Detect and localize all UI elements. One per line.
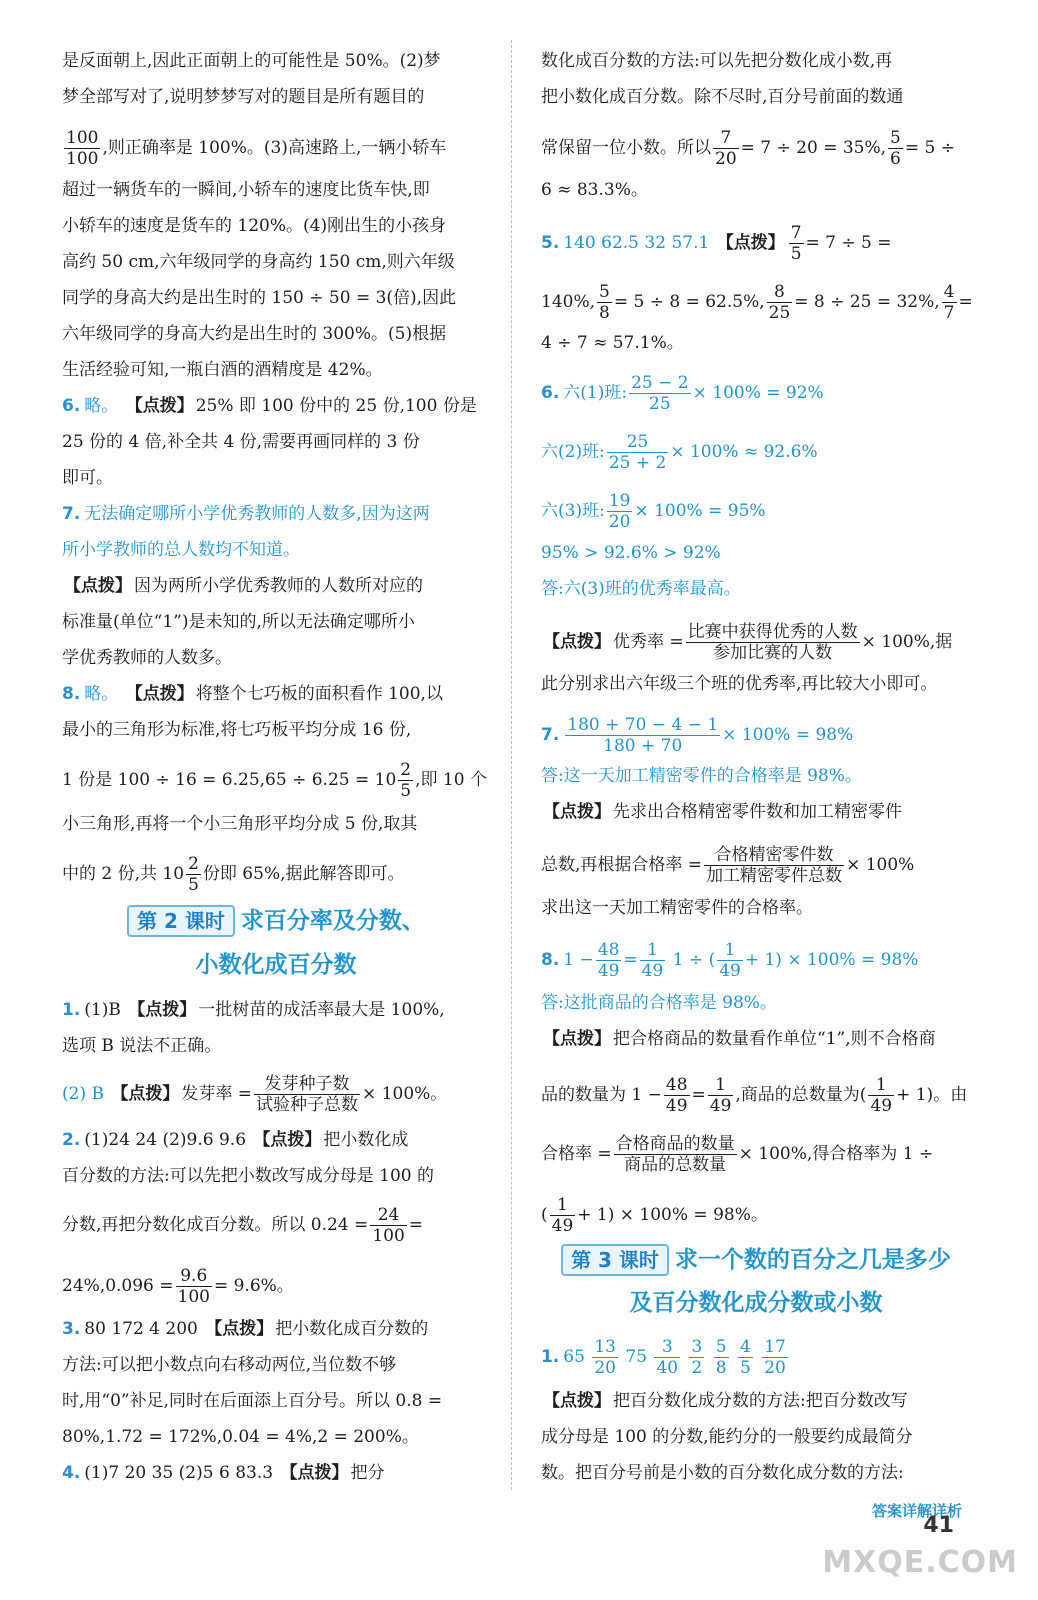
answer-7: 7. 无法确定哪所小学优秀教师的人数多,因为这两	[62, 504, 430, 524]
text-line: 六年级同学的身高大约是出生时的 300%。(5)根据	[62, 324, 447, 344]
answer-s6-class2: 六(2)班: $\frac{25}{25 + 2}$ × 100% ≈ 92.6%	[541, 432, 818, 473]
answer-s7: 7. $\frac{180 + 70 - 4 - 1}{180 + 70}$ × 100% = 98%	[541, 715, 854, 756]
answer-s8: 8. 1 − $\frac{48}{49}$ = $\frac{1}{49}$ 1 ÷ ( $\frac{1}{49}$ + 1) × 100% = 98%	[541, 940, 919, 981]
fraction: $\frac{3}{40}$	[656, 1337, 679, 1378]
text-line: 数化成百分数的方法:可以先把分数化成小数,再	[541, 51, 893, 71]
answer-p3: 3. 80 172 4 200 【点拨】 把小数化成百分数的	[62, 1319, 429, 1339]
answer-section-label: 答案详解详析	[871, 1502, 962, 1520]
question-number: 1.	[62, 1000, 81, 1020]
text-line: 成分母是 100 的分数,能约分的一般要约成最简分	[541, 1427, 913, 1447]
text-line: 4 ÷ 7 ≈ 57.1%。	[541, 333, 684, 353]
fraction: $\frac{9.6}{100}$	[177, 1266, 210, 1307]
fraction: $\frac{13}{20}$	[594, 1337, 616, 1378]
hint-tag: 【点拨】	[64, 576, 132, 596]
fraction: $\frac{\text{比赛中获得优秀的人数}}{\text{参加比赛的人数}}$	[687, 622, 858, 663]
text-line: 数。把百分号前是小数的百分数化成分数的方法:	[541, 1463, 904, 1483]
column-divider	[511, 40, 512, 1490]
answer-s6-class3: 六(3)班: $\frac{19}{20}$ × 100% = 95%	[541, 491, 766, 532]
text-line: 生活经验可知,一瓶白酒的酒精度是 42%。	[62, 360, 383, 380]
fraction: $\frac{5}{6}$	[890, 128, 901, 169]
hint-tag: 【点拨】	[716, 233, 785, 253]
watermark: MXQE.COM	[822, 1545, 1018, 1580]
fraction: $\frac{19}{20}$	[608, 491, 631, 532]
fraction: $\frac{4}{5}$	[739, 1337, 751, 1378]
fraction: $\frac{\text{合格商品的数量}}{\text{商品的总数量}}$	[615, 1134, 735, 1175]
text-line: 分数,再把分数化成百分数。所以 0.24 = $\frac{24}{100}$ =	[62, 1205, 424, 1246]
hint-tag: 【点拨】	[543, 1391, 611, 1411]
question-number: 5.	[541, 233, 560, 253]
lesson-3-heading: 第 3 课时 求一个数的百分之几是多少	[541, 1244, 971, 1276]
text-line: (2) B 【点拨】 发芽率 = $\frac{\text{发芽种子数}}{\text{试验种子总数}}$ × 100%。	[62, 1074, 448, 1115]
text-line: 最小的三角形为标准,将七巧板平均分成 16 份,	[62, 720, 412, 740]
answer-8: 8. 略。 【点拨】 将整个七巧板的面积看作 100,以	[62, 684, 443, 704]
text-line: 140%, $\frac{5}{8}$ = 5 ÷ 8 = 62.5%, $\frac{8}{25}$ = 8 ÷ 25 = 32%, $\frac{4}{7}$ =	[541, 282, 973, 323]
answer-p2: 2. (1)24 24 (2)9.6 9.6 【点拨】 把小数化成	[62, 1130, 409, 1150]
fraction: $\frac{48}{49}$	[597, 940, 620, 981]
fraction: $\frac{5}{8}$	[599, 282, 610, 323]
hint-tag: 【点拨】	[543, 632, 611, 652]
text-line: 总数,再根据合格率 = $\frac{\text{合格精密零件数}}{\text{加工精密零件总数}}$ × 100%	[541, 845, 915, 886]
answer-p1: 1. (1)B 【点拨】 一批树苗的成活率最大是 100%,	[62, 1000, 445, 1020]
text-line: $\frac{100}{100}$ ,则正确率是 100%。(3)高速路上,一辆小轿车	[66, 128, 447, 169]
lesson-badge: 第 2 课时	[127, 905, 235, 937]
text-line: 答:这批商品的合格率是 98%。	[541, 993, 777, 1013]
fraction: $\frac{48}{49}$	[665, 1075, 688, 1116]
text-line: 答:六(3)班的优秀率最高。	[541, 579, 741, 599]
fraction: $\frac{7}{5}$	[790, 223, 802, 264]
question-number: 8.	[62, 684, 81, 704]
lesson-2-heading: 第 2 课时 求百分率及分数、	[62, 905, 490, 937]
fraction: $\frac{7}{20}$	[715, 128, 737, 169]
fraction: $\frac{17}{20}$	[764, 1337, 786, 1378]
text-line: 常保留一位小数。所以 $\frac{7}{20}$ = 7 ÷ 20 = 35%, $\frac{5}{6}$ = 5 ÷	[541, 128, 955, 169]
text-line: 把小数化成百分数。除不尽时,百分号前面的数通	[541, 87, 904, 107]
text-line: 24%,0.096 = $\frac{9.6}{100}$ = 9.6%。	[62, 1266, 294, 1307]
question-number: 3.	[62, 1319, 81, 1339]
text-line: 求出这一天加工精密零件的合格率。	[541, 898, 813, 918]
hint-line: 【点拨】 把百分数化成分数的方法:把百分数改写	[543, 1391, 908, 1411]
hint-tag: 【点拨】	[111, 1084, 180, 1104]
fraction: $\frac{2}{5}$	[400, 760, 412, 801]
hint-line: 【点拨】 因为两所小学优秀教师的人数所对应的	[64, 576, 423, 596]
text-line: 百分数的方法:可以先把小数改写成分母是 100 的	[62, 1166, 434, 1186]
text-line: 中的 2 份,共 10 $\frac{2}{5}$ 份即 65%,据此解答即可。	[62, 854, 405, 895]
fraction: $\frac{100}{100}$	[66, 128, 99, 169]
answer-t1: 1. 65 $\frac{13}{20}$ 75 $\frac{3}{40}$ $\frac{3}{2}$ $\frac{5}{8}$ $\frac{4}{5}$ $\frac{17}{20}$	[541, 1337, 786, 1378]
question-number: 7.	[541, 725, 560, 745]
fraction: $\frac{25}{25 + 2}$	[608, 432, 667, 473]
fraction: $\frac{2}{5}$	[188, 854, 199, 895]
answer-6: 6. 略。 【点拨】 25% 即 100 份中的 25 份,100 份是	[62, 396, 477, 416]
text-line: 1 份是 100 ÷ 16 = 6.25,65 ÷ 6.25 = 10 $\frac{2}{5}$ ,即 10 个	[62, 760, 487, 801]
text-line: 小轿车的速度是货车的 120%。(4)刚出生的小孩身	[62, 216, 447, 236]
text-line: 所小学教师的总人数均不知道。	[62, 540, 300, 560]
text-line: 80%,1.72 = 172%,0.04 = 4%,2 = 200%。	[62, 1427, 419, 1447]
fraction: $\frac{1}{49}$	[709, 1075, 732, 1116]
fraction: $\frac{8}{25}$	[768, 282, 791, 323]
fraction: $\frac{5}{8}$	[715, 1337, 727, 1378]
text-line: 方法:可以把小数点向右移动两位,当位数不够	[62, 1355, 397, 1375]
question-number: 6.	[62, 396, 81, 416]
hint-line: 【点拨】 把合格商品的数量看作单位“1”,则不合格商	[543, 1029, 936, 1049]
question-number: 6.	[541, 383, 560, 403]
fraction: $\frac{1}{49}$	[641, 940, 664, 981]
lesson-2-heading-cont: 小数化成百分数	[195, 952, 357, 978]
question-number: 7.	[62, 504, 81, 524]
question-number: 1.	[541, 1347, 560, 1367]
fraction: $\frac{\text{合格精密零件数}}{\text{加工精密零件总数}}$	[706, 845, 843, 886]
text-line: 答:这一天加工精密零件的合格率是 98%。	[541, 766, 862, 786]
hint-tag: 【点拨】	[280, 1463, 349, 1483]
answer-r5: 5. 140 62.5 32 57.1 【点拨】 $\frac{7}{5}$ = 7 ÷ 5 =	[541, 223, 892, 264]
answer-p4: 4. (1)7 20 35 (2)5 6 83.3 【点拨】 把分	[62, 1463, 385, 1483]
question-number: 2.	[62, 1130, 81, 1150]
text-line: 时,用“0”补足,同时在后面添上百分号。所以 0.8 =	[62, 1391, 443, 1411]
answer-s6-class1: 6. 六(1)班: $\frac{25 - 2}{25}$ × 100% = 92%	[541, 373, 824, 414]
fraction: $\frac{1}{49}$	[870, 1075, 893, 1116]
text-line: 合格率 = $\frac{\text{合格商品的数量}}{\text{商品的总数量}}$ × 100%,得合格率为 1 ÷	[541, 1134, 934, 1175]
hint-line: 【点拨】 先求出合格精密零件数和加工精密零件	[543, 802, 902, 822]
fraction: $\frac{25 - 2}{25}$	[631, 373, 689, 414]
text-line: 25 份的 4 倍,补全共 4 份,需要再画同样的 3 份	[62, 432, 420, 452]
hint-tag: 【点拨】	[253, 1130, 322, 1150]
text-line: 6 ≈ 83.3%。	[541, 180, 648, 200]
fraction: $\frac{\text{发芽种子数}}{\text{试验种子总数}}$	[256, 1074, 359, 1115]
text-line: 同学的身高大约是出生时的 150 ÷ 50 = 3(倍),因此	[62, 288, 457, 308]
fraction: $\frac{3}{2}$	[691, 1337, 703, 1378]
question-number: 4.	[62, 1463, 81, 1483]
text-line: 95% > 92.6% > 92%	[541, 543, 721, 563]
text-line: 标准量(单位“1”)是未知的,所以无法确定哪所小	[62, 612, 415, 632]
text-line: 此分别求出六年级三个班的优秀率,再比较大小即可。	[541, 674, 938, 694]
hint-tag: 【点拨】	[128, 1000, 197, 1020]
fraction: $\frac{1}{49}$	[551, 1195, 574, 1236]
text-line: 梦全部写对了,说明梦梦写对的题目是所有题目的	[62, 87, 425, 107]
fraction: $\frac{4}{7}$	[943, 282, 955, 323]
fraction: $\frac{24}{100}$	[372, 1205, 405, 1246]
question-number: 8.	[541, 950, 560, 970]
hint-tag: 【点拨】	[205, 1319, 274, 1339]
text-line: 学优秀教师的人数多。	[62, 648, 232, 668]
hint-line: 【点拨】 优秀率 = $\frac{\text{比赛中获得优秀的人数}}{\text{参加比赛的人数}}$ × 100%,据	[543, 622, 953, 663]
fraction: $\frac{180 + 70 - 4 - 1}{180 + 70}$	[567, 715, 719, 756]
text-line: 小三角形,再将一个小三角形平均分成 5 份,取其	[62, 814, 418, 834]
page-number: 41	[923, 1513, 954, 1538]
lesson-badge: 第 3 课时	[561, 1244, 669, 1276]
lesson-3-heading-cont: 及百分数化成分数或小数	[629, 1290, 883, 1316]
fraction: $\frac{1}{49}$	[719, 940, 741, 981]
hint-tag: 【点拨】	[125, 684, 194, 704]
text-line: 高约 50 cm,六年级同学的身高约 150 cm,则六年级	[62, 252, 455, 272]
text-line: 品的数量为 1 − $\frac{48}{49}$ = $\frac{1}{49}$ ,商品的总数量为( $\frac{1}{49}$ + 1)。由	[541, 1075, 968, 1116]
hint-tag: 【点拨】	[543, 1029, 611, 1049]
text-line: 超过一辆货车的一瞬间,小轿车的速度比货车快,即	[62, 180, 430, 200]
text-line: 即可。	[62, 468, 113, 488]
text-line: ( $\frac{1}{49}$ + 1) × 100% = 98%。	[541, 1195, 768, 1236]
text-line: 是反面朝上,因此正面朝上的可能性是 50%。(2)梦	[62, 51, 441, 71]
hint-tag: 【点拨】	[543, 802, 611, 822]
text-line: 选项 B 说法不正确。	[62, 1036, 222, 1056]
hint-tag: 【点拨】	[125, 396, 194, 416]
